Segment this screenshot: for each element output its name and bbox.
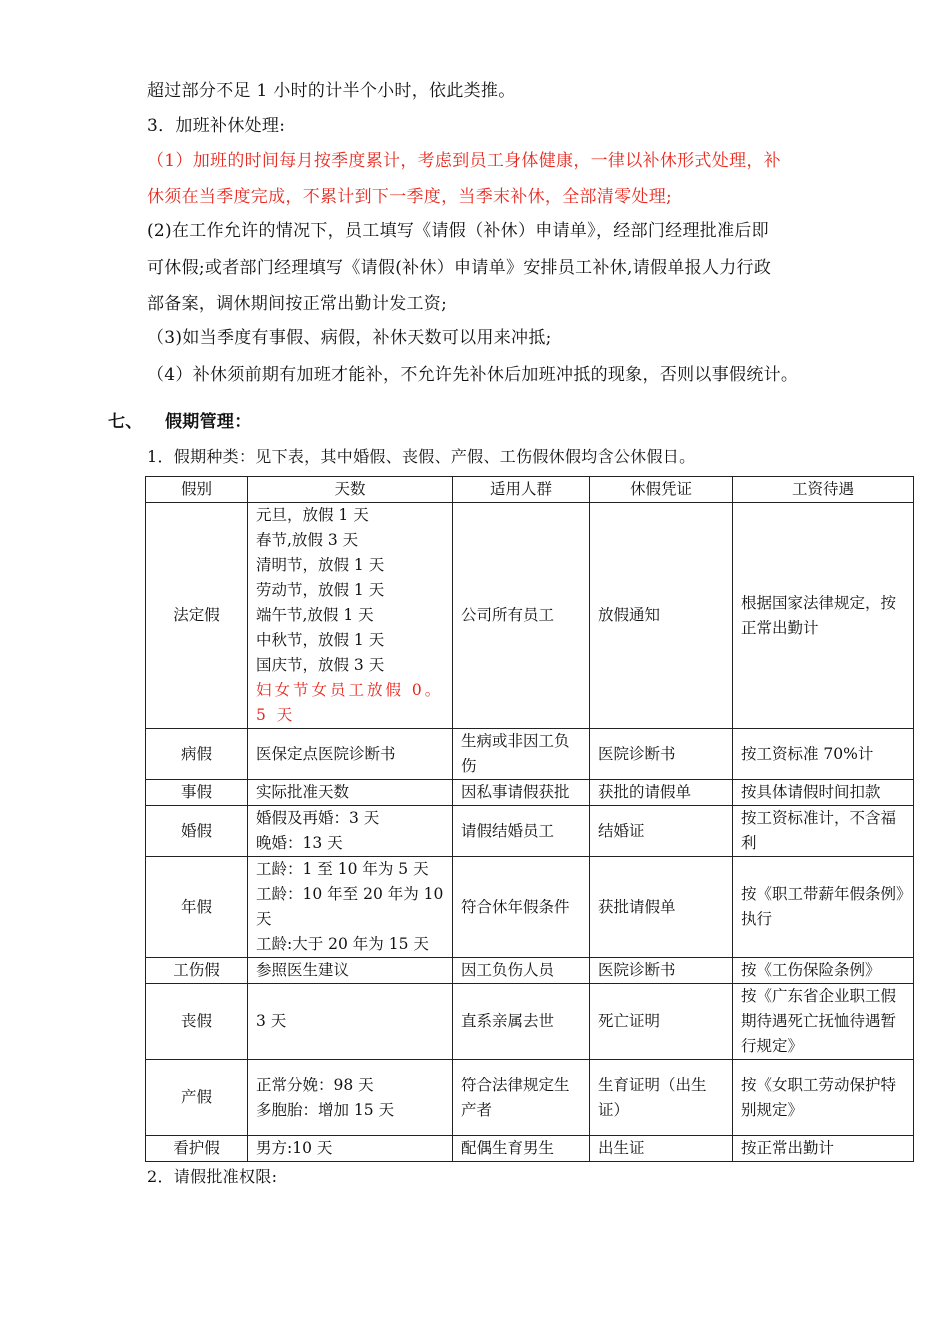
days-line: 元旦，放假 1 天 [256, 506, 369, 524]
cell-group: 生病或非因工负伤 [453, 729, 590, 780]
cell-group: 公司所有员工 [453, 503, 590, 729]
days-line: 劳动节，放假 1 天 [256, 581, 385, 599]
table-row [146, 857, 914, 958]
cell-group: 符合休年假条件 [453, 857, 590, 958]
table-header-row [146, 477, 914, 503]
paragraph-rule-4: （4）补休须前期有加班才能补，不允许先补休后加班冲抵的现象，否则以事假统计。 [147, 365, 799, 385]
paragraph-rule-2-line-1: (2)在工作允许的情况下，员工填写《请假（补休）申请单》，经部门经理批准后即 [147, 221, 769, 241]
cell-days: 3 天 [248, 984, 453, 1060]
days-line: 中秋节，放假 1 天 [256, 631, 385, 649]
table-row [146, 1136, 914, 1162]
cell-type: 法定假 [146, 503, 248, 729]
cell-proof: 医院诊断书 [590, 729, 733, 780]
cell-pay: 按正常出勤计 [733, 1136, 914, 1162]
paragraph-rule-1-line-1: （1）加班的时间每月按季度累计，考虑到员工身体健康，一律以补休形式处理，补 [147, 151, 781, 171]
section-number: 七、 [108, 412, 143, 432]
days-line: 正常分娩：98 天 [256, 1075, 374, 1094]
cell-proof: 生育证明（出生证） [590, 1060, 733, 1136]
cell-group: 配偶生育男生 [453, 1136, 590, 1162]
leave-types-table [145, 476, 914, 1162]
table-row [146, 984, 914, 1060]
table-row [146, 729, 914, 780]
cell-group: 因私事请假获批 [453, 780, 590, 806]
table-row [146, 806, 914, 857]
header-pay: 工资待遇 [733, 477, 914, 503]
days-line: 清明节，放假 1 天 [256, 556, 385, 574]
cell-group: 直系亲属去世 [453, 984, 590, 1060]
days-line: 端午节,放假 1 天 [256, 606, 374, 624]
cell-days [248, 806, 453, 857]
cell-proof: 放假通知 [590, 503, 733, 729]
cell-type: 婚假 [146, 806, 248, 857]
paragraph-rule-2-line-3: 部备案，调休期间按正常出勤计发工资; [147, 294, 448, 314]
cell-pay: 按《职工带薪年假条例》执行 [733, 857, 914, 958]
cell-proof: 获批请假单 [590, 857, 733, 958]
days-line: 春节,放假 3 天 [256, 531, 359, 549]
header-proof: 休假凭证 [590, 477, 733, 503]
cell-days [248, 1060, 453, 1136]
days-line-highlight: 妇女节女员工放假 0。5 天 [256, 681, 444, 724]
cell-pay: 按工资标准计，不含福利 [733, 806, 914, 857]
header-type: 假别 [146, 477, 248, 503]
cell-type: 年假 [146, 857, 248, 958]
days-line: 晚婚：13 天 [256, 834, 343, 852]
table-row [146, 780, 914, 806]
cell-type: 看护假 [146, 1136, 248, 1162]
cell-proof: 出生证 [590, 1136, 733, 1162]
cell-pay: 按工资标准 70%计 [733, 729, 914, 780]
cell-type: 工伤假 [146, 958, 248, 984]
cell-type: 事假 [146, 780, 248, 806]
table-row [146, 1060, 914, 1136]
cell-type: 病假 [146, 729, 248, 780]
leave-types-intro: 1．假期种类：见下表，其中婚假、丧假、产假、工伤假休假均含公休假日。 [147, 447, 696, 466]
paragraph-rule-1-line-2: 休须在当季度完成，不累计到下一季度，当季末补休，全部清零处理; [147, 187, 673, 207]
paragraph-overtime-rounding: 超过部分不足 1 小时的计半个小时，依此类推。 [147, 81, 516, 101]
cell-proof: 获批的请假单 [590, 780, 733, 806]
table-row [146, 503, 914, 729]
approval-authority-heading: 2．请假批准权限: [147, 1167, 278, 1186]
days-line: 多胞胎：增加 15 天 [256, 1100, 395, 1119]
cell-group: 符合法律规定生产者 [453, 1060, 590, 1136]
cell-type: 丧假 [146, 984, 248, 1060]
days-line: 婚假及再婚：3 天 [256, 809, 380, 827]
cell-days: 医保定点医院诊断书 [248, 729, 453, 780]
cell-days: 实际批准天数 [248, 780, 453, 806]
days-line: 工龄：10 年至 20 年为 10 天 [256, 885, 444, 928]
cell-proof: 医院诊断书 [590, 958, 733, 984]
days-line: 工龄:大于 20 年为 15 天 [256, 935, 429, 953]
header-days: 天数 [248, 477, 453, 503]
cell-proof: 结婚证 [590, 806, 733, 857]
cell-pay: 按《女职工劳动保护特别规定》 [733, 1060, 914, 1136]
cell-pay: 根据国家法律规定，按正常出勤计 [733, 503, 914, 729]
cell-proof: 死亡证明 [590, 984, 733, 1060]
cell-days [248, 857, 453, 958]
paragraph-comp-leave-heading: 3．加班补休处理: [147, 116, 286, 136]
cell-group: 请假结婚员工 [453, 806, 590, 857]
section-title: 假期管理： [165, 412, 252, 432]
cell-group: 因工负伤人员 [453, 958, 590, 984]
table-row [146, 958, 914, 984]
days-line: 工龄：1 至 10 年为 5 天 [256, 860, 429, 878]
cell-days: 参照医生建议 [248, 958, 453, 984]
cell-pay: 按《广东省企业职工假期待遇死亡抚恤待遇暂行规定》 [733, 984, 914, 1060]
paragraph-rule-2-line-2: 可休假;或者部门经理填写《请假(补休）申请单》安排员工补休,请假单报人力行政 [147, 258, 772, 278]
header-group: 适用人群 [453, 477, 590, 503]
cell-days: 男方:10 天 [248, 1136, 453, 1162]
paragraph-rule-3: （3)如当季度有事假、病假，补休天数可以用来冲抵; [147, 328, 552, 348]
cell-pay: 按《工伤保险条例》 [733, 958, 914, 984]
cell-days [248, 503, 453, 729]
cell-type: 产假 [146, 1060, 248, 1136]
days-line: 国庆节，放假 3 天 [256, 656, 385, 674]
cell-pay: 按具体请假时间扣款 [733, 780, 914, 806]
